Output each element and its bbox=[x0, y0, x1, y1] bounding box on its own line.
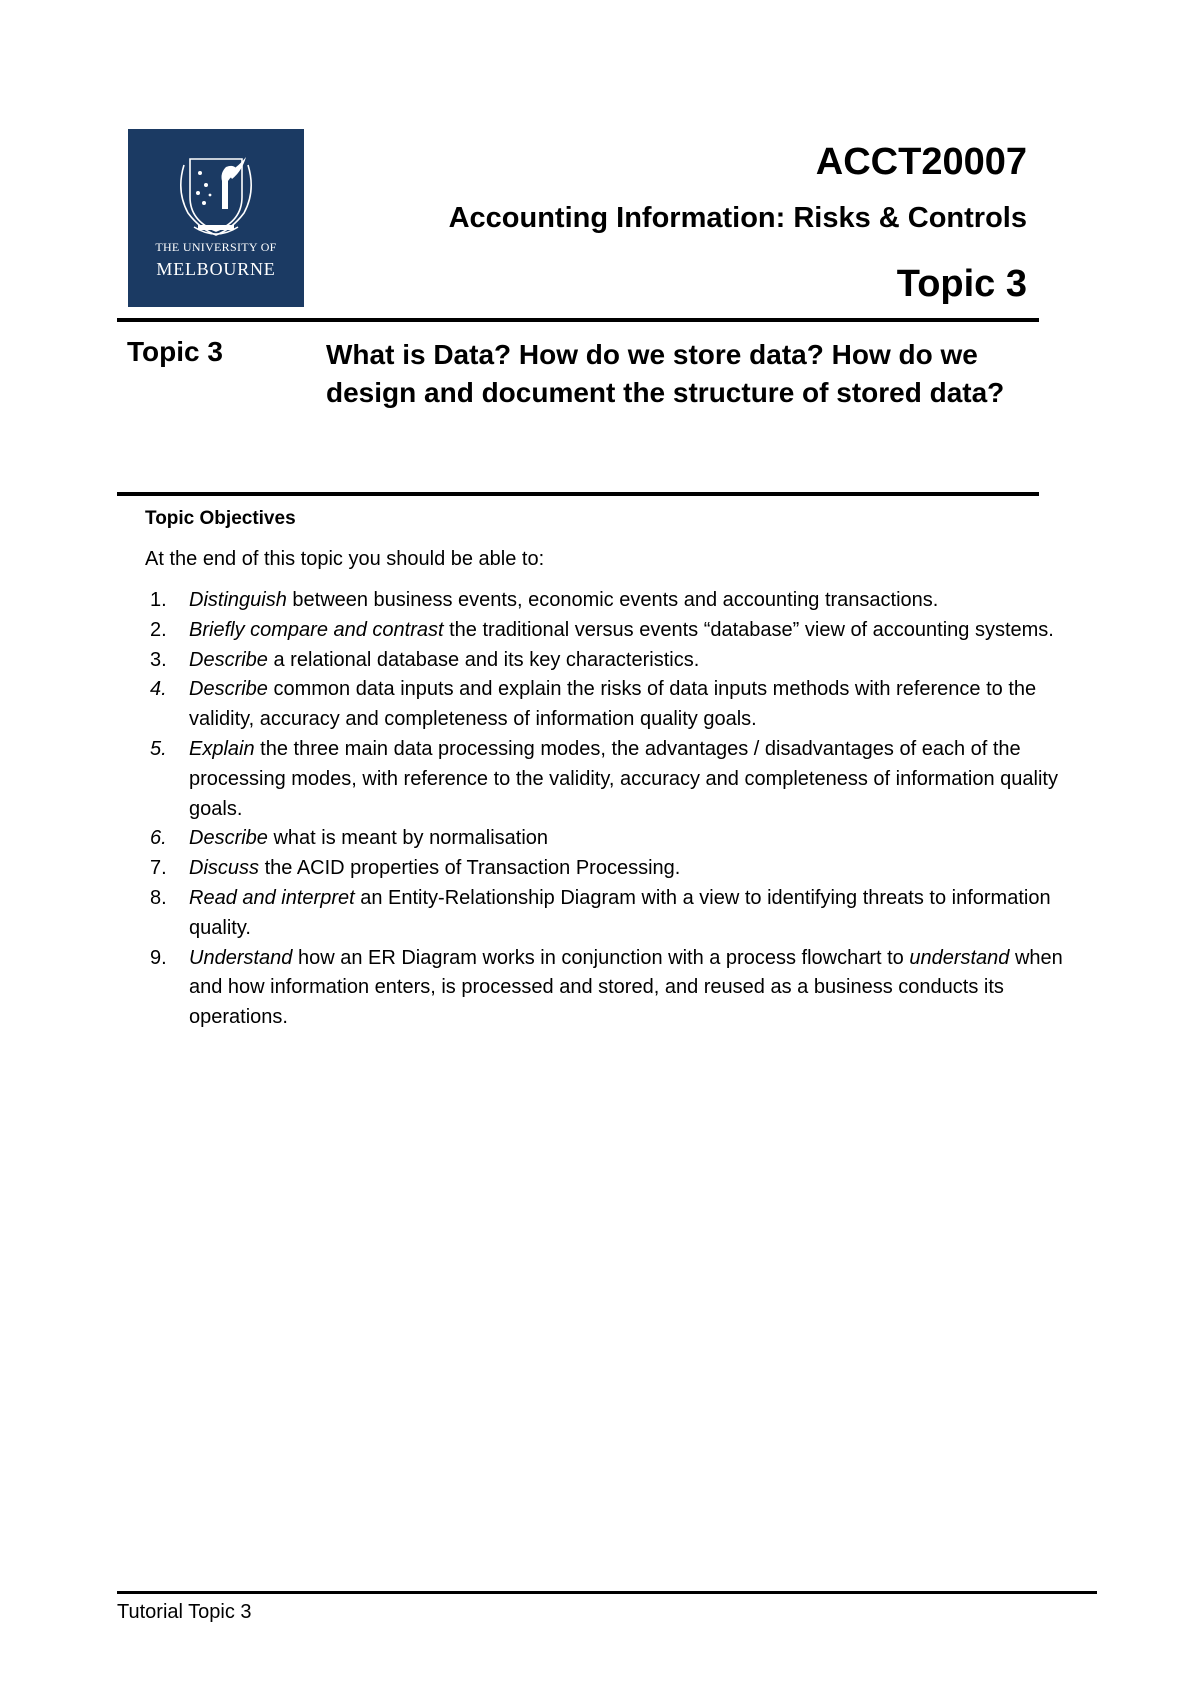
objective-verb: Explain bbox=[189, 737, 255, 760]
objective-text: between business events, economic events and accounting transactions. bbox=[286, 589, 939, 611]
objective-verb: Read and interpret bbox=[189, 886, 355, 909]
university-crest-icon bbox=[128, 129, 304, 307]
objective-text-continued: when and how information enters, is processed and stored, and reused as a business conducts its operations. bbox=[189, 946, 1063, 1029]
footer-divider bbox=[117, 1591, 1097, 1594]
objectives-heading: Topic Objectives bbox=[145, 508, 296, 529]
objective-number: 8. bbox=[150, 886, 167, 909]
topic-label: Topic 3 bbox=[127, 336, 223, 367]
objective-item bbox=[150, 884, 1085, 944]
objective-text: what is meant by normalisation bbox=[267, 827, 549, 850]
topic-heading: Topic 3 bbox=[896, 263, 1027, 305]
university-logo bbox=[128, 129, 304, 307]
course-title: Accounting Information: Risks & Controls bbox=[448, 202, 1027, 234]
objective-text: an Entity-Relationship Diagram with a view to identifying threats to information quality. bbox=[189, 886, 1051, 939]
topic-question: What is Data? How do we store data? How do we design and document the structure of stored data? bbox=[326, 339, 1005, 408]
objective-item bbox=[150, 735, 1085, 824]
middle-divider bbox=[117, 492, 1039, 496]
objective-number: 7. bbox=[150, 857, 167, 880]
objective-item bbox=[150, 944, 1085, 1033]
objective-item bbox=[150, 586, 1085, 616]
objectives-list bbox=[150, 586, 1085, 1033]
objective-text: common data inputs and explain the risks of data inputs methods with reference to the validity, accuracy and completeness of information quality goals. bbox=[189, 678, 1037, 731]
objective-item bbox=[150, 646, 1085, 676]
objective-verb: Describe bbox=[189, 827, 268, 850]
logo-line-1: THE UNIVERSITY OF bbox=[155, 240, 277, 254]
objective-number: 2. bbox=[150, 618, 167, 641]
objective-text: the three main data processing modes, the advantages / disadvantages of each of the processing modes, with reference to the validity, accuracy and completeness of information quality goals. bbox=[189, 737, 1058, 820]
objective-number: 6. bbox=[150, 827, 167, 850]
objective-text: the ACID properties of Transaction Processing. bbox=[259, 857, 681, 880]
objective-item bbox=[150, 854, 1085, 884]
objective-verb: Describe bbox=[189, 648, 268, 671]
objectives-intro: At the end of this topic you should be able to: bbox=[145, 548, 545, 570]
objective-text: how an ER Diagram works in conjunction with a process flowchart to bbox=[292, 946, 910, 969]
logo-line-2: MELBOURNE bbox=[156, 259, 276, 279]
objective-verb-secondary: understand bbox=[909, 946, 1010, 969]
objective-number: 9. bbox=[150, 946, 167, 969]
objective-number: 4. bbox=[150, 678, 167, 701]
course-code: ACCT20007 bbox=[815, 141, 1027, 183]
objective-item bbox=[150, 824, 1085, 854]
objective-number: 1. bbox=[150, 589, 167, 611]
objective-verb: Describe bbox=[189, 678, 268, 701]
objective-number: 3. bbox=[150, 648, 167, 671]
objective-verb: Distinguish bbox=[189, 589, 287, 611]
top-divider bbox=[117, 318, 1039, 322]
objective-number: 5. bbox=[150, 737, 167, 760]
objective-verb: Briefly compare and contrast bbox=[189, 618, 444, 641]
objective-verb: Understand bbox=[189, 946, 293, 969]
objective-verb: Discuss bbox=[189, 857, 260, 880]
footer-text: Tutorial Topic 3 bbox=[117, 1601, 252, 1623]
objective-text: a relational database and its key characteristics. bbox=[267, 648, 700, 671]
objective-item bbox=[150, 616, 1085, 646]
objective-item bbox=[150, 675, 1085, 735]
objective-text: the traditional versus events “database” view of accounting systems. bbox=[443, 618, 1054, 641]
